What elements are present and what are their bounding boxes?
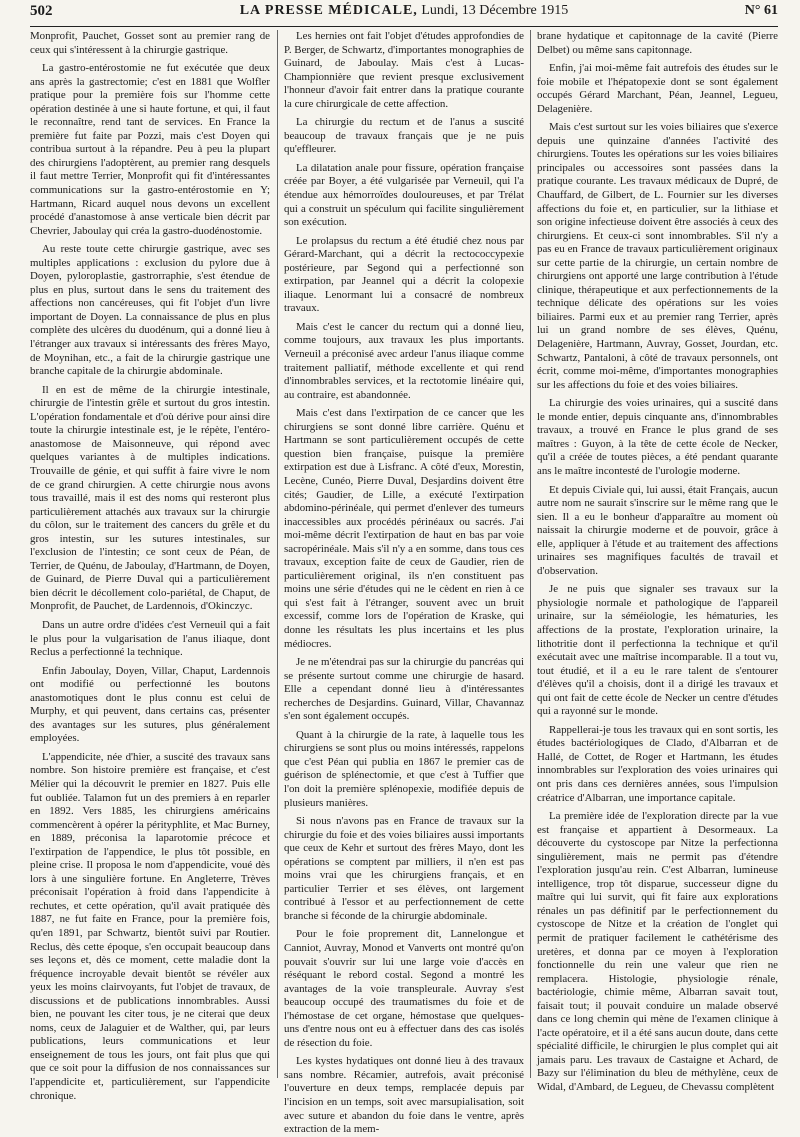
paragraph: La chirurgie du rectum et de l'anus a suscité beaucoup de travaux français que je ne puis qu'effleurer. <box>284 116 524 156</box>
paragraph: brane hydatique et capitonnage de la cavité (Pierre Delbet) ou même sans capitonnage. <box>537 30 778 56</box>
paragraph: Les hernies ont fait l'objet d'études approfondies de P. Berger, de Schwartz, d'importantes monographies de Guinard, de Jaboulay. Mais c'est à Lucas-Championnière que revient presque exclusivement l'honneur d'avoir fait entrer dans la pratique courante la cure chirurgicale de cette affection. <box>284 30 524 110</box>
paragraph: Il en est de même de la chirurgie intestinale, chirurgie de l'intestin grêle et surtout du gros intestin. L'opération fondamentale et d'où dérive pour ainsi dire toute la chirurgie intestinale est, je le répète, l'entéro-anastomose de Maisonneuve, qui répond avec quelques variantes à de multiples indications. Trouvaille de génie, et qui suffit à faire vivre le nom de ce grand chirurgien. A cette chirurgie nous avons tous travaillé, mais il est des noms qui resteront plus particulièrement attachés aux travaux sur la chirurgie du côlon, sur le traitement des cancers du grêle et du gros intestin, sur les sutures intestinales, sur l'exclusion de l'intestin; ce sont ceux de Péan, de Terrier, de Quénu, de Jaboulay, d'Hartmann, de Doyen, de Guinard, de Pierre Duval qui a particulièrement bien décrit le décollement colo-pariétal, de Chaput, de Monprofit, de Pauchet, de Lardennois, d'Okinczyc. <box>30 383 270 613</box>
paragraph: Enfin, j'ai moi-même fait autrefois des études sur le foie mobile et l'hépatopexie dont se sont également occupés Gérard Marchant, Péan, Jeannel, Legueu, Delagenière. <box>537 62 778 115</box>
paragraph: Quant à la chirurgie de la rate, à laquelle tous les chirurgiens se sont plus ou moins intéressés, rappelons que c'est Péan qui publia en 1867 le premier cas de guérison de splénectomie, et que c'est à Tuffier que l'on doit la première splénopexie, modifiée depuis de plusieurs manières. <box>284 728 524 809</box>
running-title <box>30 0 778 22</box>
paragraph: La chirurgie des voies urinaires, qui a suscité dans le monde entier, depuis cinquante ans, d'innombrables travaux, a trouvé en France le plus grand de ses maîtres : Guyon, à la tête de cette école de Necker, qu'il a créée de toutes pièces, a été pendant quarante ans le maître incontesté de l'urologie moderne. <box>537 397 778 477</box>
column-left <box>30 30 270 1102</box>
column-divider <box>277 30 278 1078</box>
paragraph: Enfin Jaboulay, Doyen, Villar, Chaput, Lardennois ont modifié ou perfectionné les boutons anastomotiques dont le plus connu est celui de Murphy, et qui peuvent, dans certains cas, présenter des avantages sur les sutures, plus généralement employées. <box>30 664 270 745</box>
paragraph: Monprofit, Pauchet, Gosset sont au premier rang de ceux qui s'intéressent à la chirurgie gastrique. <box>30 30 270 56</box>
column-middle <box>284 30 524 1136</box>
paragraph: Je ne m'étendrai pas sur la chirurgie du pancréas qui se présente surtout comme une chirurgie de hasard. Elle a cependant donné lieu à d'intéressantes recherches de Desjardins. Guinard, Villar, Chavannaz s'en sont également occupés. <box>284 656 524 723</box>
paragraph: La dilatation anale pour fissure, opération française créée par Boyer, a été vulgarisée par Verneuil, qui l'a étendue aux hémorroïdes douloureuses, et par Trélat qui a construit un spéculum qui facilite singulièrement son exécution. <box>284 161 524 229</box>
column-divider <box>530 30 531 1078</box>
header-rule <box>30 26 778 27</box>
page-header <box>30 0 778 22</box>
paragraph: Si nous n'avons pas en France de travaux sur la chirurgie du foie et des voies biliaires aussi importants que ceux de Kehr et surtout des frères Mayo, dont les opérations se comptent par milliers, il n'en est pas moins vrai que les chirurgiens français, et en particulier Terrier et ses élèves, ont largement contribué à l'essor et au perfectionnement de cette branche si féconde de la chirurgie abdominale. <box>284 815 524 922</box>
paragraph: Au reste toute cette chirurgie gastrique, avec ses multiples applications : exclusion du pylore due à Doyen, pyloroplastie, gastrorraphie, s'est étendue de plus en plus, surtout dans le sens du traitement des affections non cancéreuses, qui fit l'objet d'un livre important de Doyen. La connaissance de plus en plus complète des ulcères du duodénum, qui a donné lieu à l'étranger aux travaux si intéressants des frères Mayo, de Moynihan, etc., a fait de la chirurgie gastrique une branche capitale de la chirurgie abdominale. <box>30 243 270 378</box>
page-number: 502 <box>30 3 53 19</box>
paragraph: Dans un autre ordre d'idées c'est Verneuil qui a fait le plus pour la vulgarisation de l'anus iliaque, dont Reclus a perfectionné la technique. <box>30 618 270 659</box>
paragraph: Pour le foie proprement dit, Lannelongue et Canniot, Auvray, Monod et Vanverts ont montré qu'on pouvait s'ouvrir sur lui une large voie d'accès en réséquant le rebord costal. Segond a montré les avantages de la voie transpleurale. Auvray s'est beaucoup occupé des traumatismes du foie et de l'hémostase de cet organe, hémostase que quelques-uns d'entre nous ont eu à effectuer dans des cas isolés de résection du foie. <box>284 928 524 1049</box>
paragraph: Et depuis Civiale qui, lui aussi, était Français, aucun autre nom ne saurait s'inscrire sur le même rang que le sien. Il a eu le bonheur d'apparaître au moment où naissait la chirurgie moderne et de pouvoir, grâce à elle, appliquer à l'étude et au traitement des affections urinaires ses magnifiques facultés de travail et d'observation. <box>537 483 778 577</box>
paragraph: Le prolapsus du rectum a été étudié chez nous par Gérard-Marchant, qui a décrit la rectococcypexie postérieure, par Segond qui a perfectionné son extirpation, par Jeannel qui a décrit la colopexie iliaque. Lenormant lui a consacré de nombreux travaux. <box>284 234 524 315</box>
issue-date: Lundi, 13 Décembre 1915 <box>421 3 569 18</box>
paragraph: Les kystes hydatiques ont donné lieu à des travaux sans nombre. Récamier, autrefois, avait préconisé l'ouverture en deux temps, remplacée depuis par l'incision en un temps, soit avec marsupialisation, soit avec suture et abandon du foie dans le ventre, après extraction de la mem- <box>284 1055 524 1136</box>
journal-title: LA PRESSE MÉDICALE, <box>239 3 418 18</box>
paragraph: La première idée de l'exploration directe par la vue est française et appartient à Desormeaux. La découverte du cystoscope par Nitze la perfectionna singulièrement, mais ne permit pas d'étendre l'exploration jusqu'au rein. C'est Albarran, lumineuse intelligence, trop tôt disparue, successeur digne du maître qui lui survit, qui fit faire aux explorations rénales un pas définitif par le perfectionnement du cystoscope de Nitze et la création de l'onglet qui permit de pratiquer facilement le cathétérisme des uretères, et donna par ce moyen à l'exploration fonctionnelle du rein une valeur que rien ne remplacera. Histologie, physiologie rénale, bactériologie, chimie même, Albarran savait tout, faisait tout; il pouvait conduire un malade observé dans ce long chemin qui mène de l'examen clinique à l'acte opératoire, et il a été sans aucun doute, dans cette spécialité difficile, le chirurgien le plus complet qui ait jamais paru. Les travaux de Castaigne et Achard, de Bazy sur l'élimination du bleu de méthylène, ceux de Widal, d'Ambard, de Legueu, de Chevassu complètent <box>537 810 778 1094</box>
column-right <box>537 30 778 1094</box>
paragraph: La gastro-entérostomie ne fut exécutée que deux ans après la gastrectomie; c'est en 1881 que Wolfler pratique pour la première fois sur l'homme cette opération destinée à une si haute fortune, et qui, il faut le reconnaître, rend tant de services. En France la première fut faite par Pozzi, mais c'est Doyen qui contribua surtout à la répandre. Peu à peu la plupart des chirurgiens l'adoptèrent, au premier rang desquels il faut mettre Terrier, Monprofit qui fit d'intéressantes communications sur la gastro-entérostomie en Y; Hartmann, Ricard auquel nous devons un excellent procédé d'anastomose à anse verticale bien décrit par Chevrier, Jaboulay qui créa la gastro-duodénostomie. <box>30 62 270 237</box>
paragraph: Je ne puis que signaler ses travaux sur la physiologie normale et pathologique de l'appareil urinaire, sur la séméiologie, les hématuries, les affections de la prostate, l'exploration urinaire, la lithotritie dont il perfectionna la technique et qu'il exécutait avec une maîtrise incomparable. Il a tout vu, tout étudié, et il a eu le rare talent de s'entourer d'élèves qu'il a choisis, dont il a dirigé les travaux et qui ont fait de cette école de Necker un centre d'études qui a rayonné sur le monde. <box>537 583 778 718</box>
paragraph: Rappellerai-je tous les travaux qui en sont sortis, les études bactériologiques de Clado, d'Albarran et de Hallé, de Cottet, de Roger et Hartmann, les études innombrables sur l'exploration des voies urinaires qui ont pris dans ces dernières années, sous l'impulsion créatrice d'Albarran, une importance capitale. <box>537 723 778 804</box>
paragraph: L'appendicite, née d'hier, a suscité des travaux sans nombre. Son histoire première est française, et c'est Mélier qui la découvrit le premier en 1827. Puis elle fut oubliée. Talamon fut un des premiers à en reparler en 1892. Vers 1885, les chirurgiens américains commencèrent à opérer la pérityphlite, et Mac Burney, en 1889, préconisa la laparotomie précoce et l'extirpation de l'appendice, le plus tôt possible, en pleine crise. Il proposa le nom d'appendicite, voué dès lors à une singulière fortune. En Angleterre, Trèves préconisait l'opération à froid dans l'appendicite à rechutes, et cette opération, qu'il avait pratiquée dès 1887, ne fut faite en France, pour la première fois, qu'en 1891, par Schwartz, bientôt suivi par Routier. Reclus, dès cette époque, s'en occupait beaucoup dans ses leçons et, dès ce moment, cette maladie dont la fréquence incroyable devait bientôt se révéler aux yeux les moins clairvoyants, fut l'objet de travaux, de discussions et de publications innombrables. Aussi bien, ne pouvant les citer tous, je ne citerai que deux noms, ceux de Jalaguier et de Walther, qui, par leurs publications, leurs communications et leur enseignement de tous les jours, ont fait plus que qui que ce soit pour la diffusion de nos connaissances sur l'appendicite et, particulièrement, sur l'appendicite chronique. <box>30 750 270 1102</box>
issue-number: N° 61 <box>744 3 778 18</box>
paragraph: Mais c'est dans l'extirpation de ce cancer que les chirurgiens se sont donné libre carrière. Quénu et Hartmann se sont particulièrement occupés de cette question bien française, puisque la première extirpation est due à Lisfranc. A côté d'eux, Morestin, Lecène, Cunéo, Pierre Duval, Desjardins doivent être cités; Gaudier, de Lille, a exécuté l'extirpation abdomino-périnéale, qui permet d'enlever des tumeurs inaccessibles aux procédés périnéaux ou sacrés. J'ai moi-même décrit l'extirpation de haut en bas par voie sacropérinéale. Mais s'il n'y a en somme, dans tous ces travaux, exception faite de ceux de Gaudier, rien de particulièrement original, ils n'en constituent pas moins une série d'études qui ne le cèdent en rien à ce qui s'est fait à l'étranger, souvent avec un bruit excessif, comme lors de l'opération de Kraske, qui donne les résultats les plus incertains et les plus médiocres. <box>284 407 524 650</box>
paragraph: Mais c'est le cancer du rectum qui a donné lieu, comme toujours, aux travaux les plus importants. Verneuil a préconisé avec ardeur l'anus iliaque comme traitement palliatif, méthode excellente et qui rend d'innombrables services, et la rectotomie linéaire qui, au contraire, est abandonnée. <box>284 320 524 401</box>
paragraph: Mais c'est surtout sur les voies biliaires que s'exerce depuis une quinzaine d'années l'activité des chirurgiens. Toutes les opérations sur les voies biliaires principales ou accessoires sont passées dans la pratique courante. Les travaux médicaux de Dupré, de Chauffard, de Gilbert, de L. Fournier sur les diverses affections du foie et, en particulier, sur la lithiase et son origine infectieuse doivent être associés à ceux des chirurgiens. Et ceux-ci sont innombrables. S'il n'y a pas eu en France de travaux particulièrement originaux sur cette partie de la chirurgie, un certain nombre de chirurgiens ont apporté une large contribution à l'étude clinique, thérapeutique et aux perfectionnements de la technique délicate des opérations sur les voies biliaires. Parmi eux et au premier rang Terrier, après lui un grand nombre de ses élèves, Quénu, Delagenière, Hartmann, Auvray, Gosset, Jourdan, etc. Schwartz, Pantaloni, à côté de travaux personnels, ont écrit, comme moi-même, d'importantes monographies sur les affections du foie et des voies biliaires. <box>537 121 778 391</box>
